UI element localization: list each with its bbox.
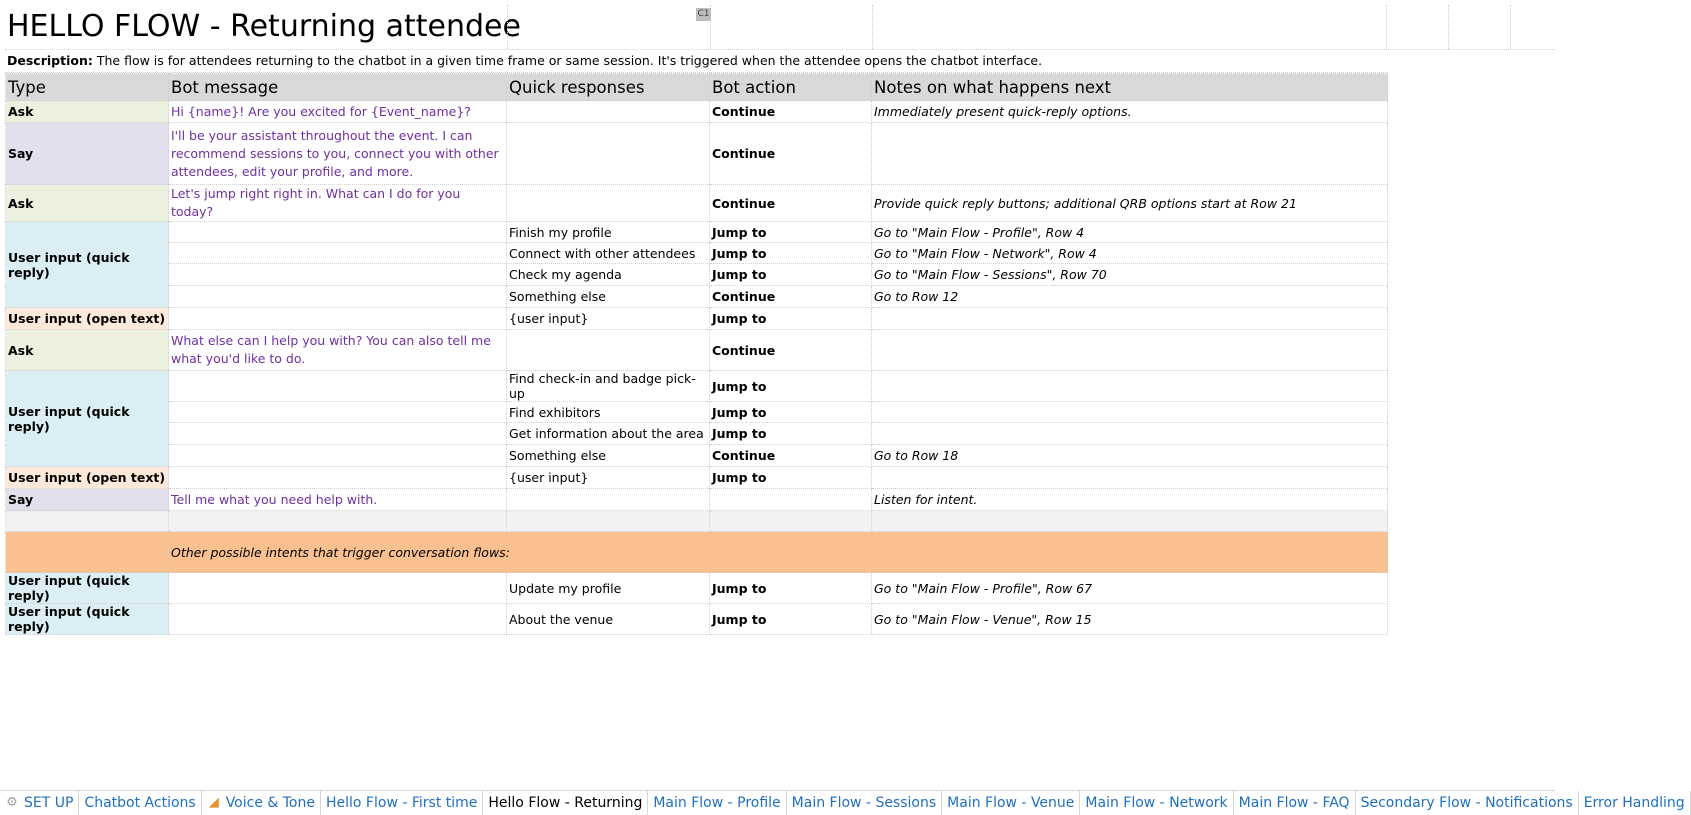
table-row [6,467,1388,489]
table-row [6,330,1388,371]
notes-cell[interactable]: Go to Row 18 [872,445,1388,467]
tab-hello-flow-first-time[interactable] [321,791,483,815]
bot-message-cell[interactable] [169,308,507,330]
header-type[interactable]: Type [6,74,169,101]
notes-cell[interactable]: Go to Row 12 [872,286,1388,308]
bot-action-cell[interactable]: Jump to [710,402,872,423]
quick-response-cell[interactable]: Something else [507,286,710,308]
bot-action-cell[interactable]: Continue [710,286,872,308]
bot-action-cell[interactable]: Continue [710,101,872,123]
intents-banner[interactable]: Other possible intents that trigger conversation flows: [169,532,1388,573]
table-row [6,604,1388,635]
column-divider [872,5,873,49]
type-cell[interactable]: Ask [6,101,169,123]
bot-message-cell[interactable] [169,604,507,635]
bot-action-cell[interactable] [710,489,872,511]
bot-action-cell[interactable]: Continue [710,185,872,222]
notes-cell[interactable] [872,308,1388,330]
tab-main-flow-venue[interactable] [942,791,1080,815]
bot-message-cell[interactable] [169,402,507,423]
bot-message-cell[interactable]: Tell me what you need help with. [169,489,507,511]
notes-cell[interactable]: Immediately present quick-reply options. [872,101,1388,123]
notes-cell[interactable]: Go to "Main Flow - Sessions", Row 70 [872,264,1388,286]
bot-action-cell[interactable]: Jump to [710,308,872,330]
quick-response-cell[interactable]: {user input} [507,467,710,489]
table-row [6,222,1388,243]
empty-cell[interactable] [6,511,169,532]
intents-banner-row [6,532,1388,573]
type-cell[interactable]: Say [6,123,169,185]
quick-response-cell[interactable]: Find check-in and badge pick-up [507,371,710,402]
header-row [6,74,1388,101]
quick-response-cell[interactable]: Connect with other attendees [507,243,710,264]
bot-message-cell[interactable] [169,467,507,489]
type-cell[interactable]: User input (quick reply) [6,604,169,635]
header-bot-message[interactable]: Bot message [169,74,507,101]
description-cell[interactable] [5,50,1388,73]
quick-response-cell[interactable] [507,101,710,123]
bot-action-cell[interactable]: Continue [710,445,872,467]
table-row [6,423,1388,445]
description-label: Description: [7,53,93,68]
column-divider [1510,5,1511,49]
quick-response-cell[interactable] [507,489,710,511]
header-notes[interactable]: Notes on what happens next [872,74,1388,101]
tab-main-flow-network[interactable] [1080,791,1233,815]
quick-response-cell[interactable]: About the venue [507,604,710,635]
tab-main-flow-sessions[interactable] [787,791,943,815]
table-row [6,185,1388,222]
tab-label: Hello Flow - First time [326,795,478,811]
megaphone-icon: ◢ [208,795,219,810]
tab-voice-and-tone[interactable] [202,791,321,815]
empty-cell[interactable] [872,511,1388,532]
notes-cell[interactable]: Go to "Main Flow - Venue", Row 15 [872,604,1388,635]
tab-label: Main Flow - Network [1085,795,1228,811]
bot-message-cell[interactable]: What else can I help you with? You can also tell me what you'd like to do. [169,330,507,371]
notes-cell[interactable]: Go to "Main Flow - Network", Row 4 [872,243,1388,264]
bot-action-cell[interactable]: Jump to [710,243,872,264]
tab-label: Error Handling [1583,795,1685,811]
empty-cell[interactable] [169,511,507,532]
bot-message-cell[interactable] [169,264,507,286]
quick-response-cell[interactable]: Update my profile [507,573,710,604]
quick-response-cell[interactable]: {user input} [507,308,710,330]
bot-message-cell[interactable] [169,423,507,445]
bot-action-cell[interactable]: Jump to [710,423,872,445]
bot-message-cell[interactable] [169,573,507,604]
bot-action-cell[interactable]: Jump to [710,604,872,635]
bot-message-cell[interactable] [169,371,507,402]
bot-message-cell[interactable]: Hi {name}! Are you excited for {Event_name}? [169,101,507,123]
notes-cell[interactable] [872,123,1388,185]
flow-table [5,73,1388,635]
notes-cell[interactable] [872,371,1388,402]
notes-cell[interactable]: Listen for intent. [872,489,1388,511]
quick-response-cell[interactable]: Finish my profile [507,222,710,243]
tab-label: Main Flow - FAQ [1238,795,1350,811]
tab-main-flow-profile[interactable] [648,791,786,815]
sheet-title[interactable]: HELLO FLOW - Returning attendee [7,9,521,44]
type-cell[interactable]: User input (quick reply) [6,573,169,604]
column-divider [507,5,508,49]
bot-action-cell[interactable]: Jump to [710,467,872,489]
tab-label: Secondary Flow - Notifications [1360,795,1573,811]
notes-cell[interactable] [872,423,1388,445]
table-row [6,489,1388,511]
quick-response-cell[interactable] [507,123,710,185]
bot-message-cell[interactable]: I'll be your assistant throughout the event. I can recommend sessions to you, connect you with other attendees, edit your profile, and more. [169,123,507,185]
spacer-row [6,511,1388,532]
notes-cell[interactable] [872,467,1388,489]
tab-main-flow-faq[interactable] [1234,791,1356,815]
type-cell[interactable]: Ask [6,185,169,222]
table-row [6,308,1388,330]
type-cell[interactable]: User input (open text) [6,467,169,489]
tab-error-handling[interactable] [1579,791,1691,815]
table-row [6,123,1388,185]
quick-response-cell[interactable]: Find exhibitors [507,402,710,423]
tab-label: Hello Flow - Returning [488,795,643,811]
bot-action-cell[interactable]: Continue [710,123,872,185]
empty-cell[interactable] [507,511,710,532]
table-row [6,243,1388,264]
tab-set-up[interactable] [0,791,79,815]
type-cell[interactable]: User input (open text) [6,308,169,330]
title-row[interactable] [5,5,1555,50]
notes-cell[interactable] [872,402,1388,423]
cell-reference-tag: C1 [697,9,710,19]
column-divider [1448,5,1449,49]
table-row [6,573,1388,604]
type-cell[interactable]: User input (quick reply) [6,371,169,467]
quick-response-cell[interactable]: Get information about the area [507,423,710,445]
tab-hello-flow-returning[interactable] [483,791,648,815]
quick-response-cell[interactable]: Check my agenda [507,264,710,286]
empty-cell[interactable] [6,532,169,573]
quick-response-cell[interactable]: Something else [507,445,710,467]
description-text: The flow is for attendees returning to the chatbot in a given time frame or same session. It's triggered when the attendee opens the chatbot interface. [96,53,1043,68]
bot-message-cell[interactable] [169,445,507,467]
table-row [6,264,1388,286]
table-row [6,101,1388,123]
table-row [6,286,1388,308]
tab-label: Main Flow - Venue [947,795,1075,811]
notes-cell[interactable]: Go to "Main Flow - Profile", Row 4 [872,222,1388,243]
bot-message-cell[interactable] [169,222,507,243]
tab-label: Main Flow - Sessions [791,795,937,811]
quick-response-cell[interactable] [507,330,710,371]
bot-message-cell[interactable] [169,286,507,308]
bot-action-cell[interactable]: Jump to [710,573,872,604]
bot-message-cell[interactable]: Let's jump right right in. What can I do for you today? [169,185,507,222]
gear-icon: ⚙ [6,795,18,810]
header-quick-responses[interactable]: Quick responses [507,74,710,101]
notes-cell[interactable]: Provide quick reply buttons; additional QRB options start at Row 21 [872,185,1388,222]
table-row [6,445,1388,467]
tab-label: Voice & Tone [225,795,315,811]
column-divider [1386,5,1387,49]
type-cell[interactable]: User input (quick reply) [6,222,169,308]
tab-chatbot-actions[interactable] [79,791,201,815]
bot-message-cell[interactable] [169,243,507,264]
type-cell[interactable]: Say [6,489,169,511]
type-cell[interactable]: Ask [6,330,169,371]
tab-label: Chatbot Actions [84,795,196,811]
table-row [6,402,1388,423]
bot-action-cell[interactable]: Jump to [710,264,872,286]
empty-cell[interactable] [710,511,872,532]
bot-action-cell[interactable]: Jump to [710,222,872,243]
header-bot-action[interactable]: Bot action [710,74,872,101]
quick-response-cell[interactable] [507,185,710,222]
notes-cell[interactable] [872,330,1388,371]
sheet-tab-bar [0,790,1685,815]
tab-secondary-flow-notifications[interactable] [1356,791,1579,815]
table-row [6,371,1388,402]
bot-action-cell[interactable]: Jump to [710,371,872,402]
notes-cell[interactable]: Go to "Main Flow - Profile", Row 67 [872,573,1388,604]
bot-action-cell[interactable]: Continue [710,330,872,371]
tab-label: SET UP [24,795,74,811]
tab-label: Main Flow - Profile [653,795,781,811]
